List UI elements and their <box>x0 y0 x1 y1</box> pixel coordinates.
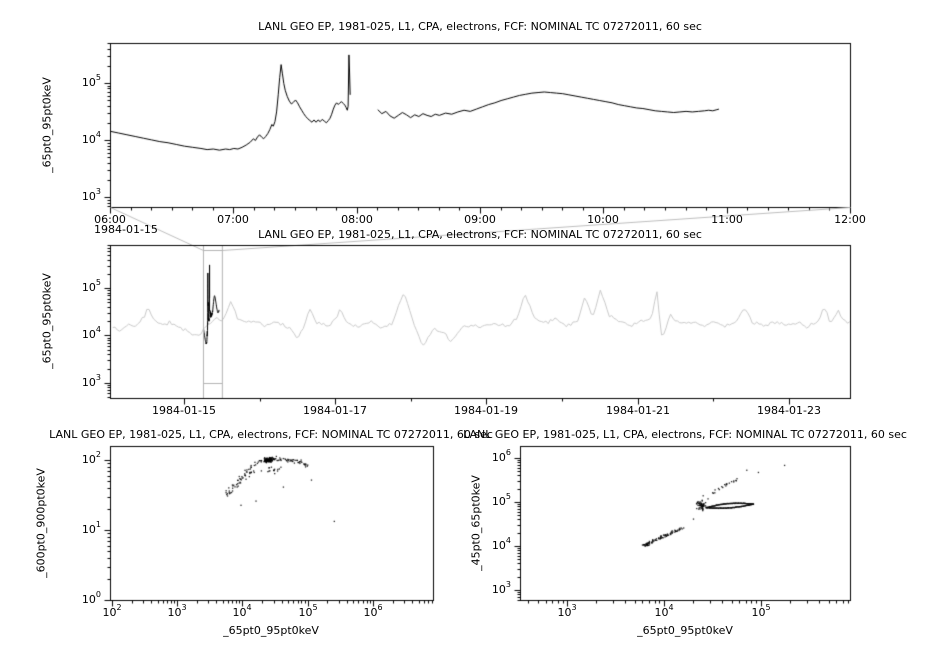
scatter-right-title: LANL GEO EP, 1981-025, L1, CPA, electrons, FCF: NOMINAL TC 07272011, 60 sec <box>463 428 907 441</box>
tick-label: $10^4$ <box>491 536 511 552</box>
tick-label: 06:00 <box>94 213 126 226</box>
tick-label: $10^5$ <box>298 603 318 619</box>
tick-label: $10^4$ <box>81 130 101 146</box>
tick-label: $10^2$ <box>102 603 122 619</box>
tick-label: $10^3$ <box>81 373 101 389</box>
tick-label: $10^0$ <box>81 590 101 606</box>
tick-label: $10^5$ <box>81 73 101 89</box>
scatter-right-xlabel: _65pt0_95pt0keV <box>637 624 733 637</box>
tick-label: $10^4$ <box>232 603 252 619</box>
tick-label: 10:00 <box>587 213 619 226</box>
tick-label: 07:00 <box>217 213 249 226</box>
tick-label: $10^3$ <box>167 603 187 619</box>
tick-label: 1984-01-19 <box>454 404 518 417</box>
tick-label: 09:00 <box>464 213 496 226</box>
tick-label: 08:00 <box>341 213 373 226</box>
tick-label: $10^4$ <box>654 603 674 619</box>
scatter-right-ylabel: _45pt0_65pt0keV <box>469 475 483 571</box>
overview-panel-title: LANL GEO EP, 1981-025, L1, CPA, electrons, FCF: NOMINAL TC 07272011, 60 sec <box>258 228 702 241</box>
tick-label: 1984-01-21 <box>606 404 670 417</box>
tick-label: $10^2$ <box>81 450 101 466</box>
tick-label: $10^3$ <box>81 187 101 203</box>
tick-label: $10^1$ <box>81 520 101 536</box>
tick-label: $10^6$ <box>491 448 511 464</box>
scatter-left-ylabel: _600pt0_900pt0keV <box>34 468 48 578</box>
scatter-left-xlabel: _65pt0_95pt0keV <box>223 624 319 637</box>
tick-label: 1984-01-23 <box>757 404 821 417</box>
top-panel-title: LANL GEO EP, 1981-025, L1, CPA, electrons, FCF: NOMINAL TC 07272011, 60 sec <box>258 20 702 33</box>
tick-label: $10^6$ <box>363 603 383 619</box>
tick-label: $10^4$ <box>81 325 101 341</box>
top-panel-ylabel: _65pt0_95pt0keV <box>40 77 54 173</box>
tick-label: 1984-01-15 <box>152 404 216 417</box>
top-panel-date-label: 1984-01-15 <box>94 223 158 236</box>
tick-label: $10^5$ <box>751 603 771 619</box>
tick-label: 11:00 <box>711 213 743 226</box>
tick-label: 1984-01-17 <box>303 404 367 417</box>
overview-panel-ylabel: _65pt0_95pt0keV <box>40 273 54 369</box>
tick-label: 12:00 <box>834 213 866 226</box>
tick-label: $10^3$ <box>491 580 511 596</box>
tick-label: $10^5$ <box>81 278 101 294</box>
scatter-left-title: LANL GEO EP, 1981-025, L1, CPA, electrons, FCF: NOMINAL TC 07272011, 60 sec <box>49 428 493 441</box>
tick-label: $10^3$ <box>557 603 577 619</box>
tick-label: $10^5$ <box>491 492 511 508</box>
